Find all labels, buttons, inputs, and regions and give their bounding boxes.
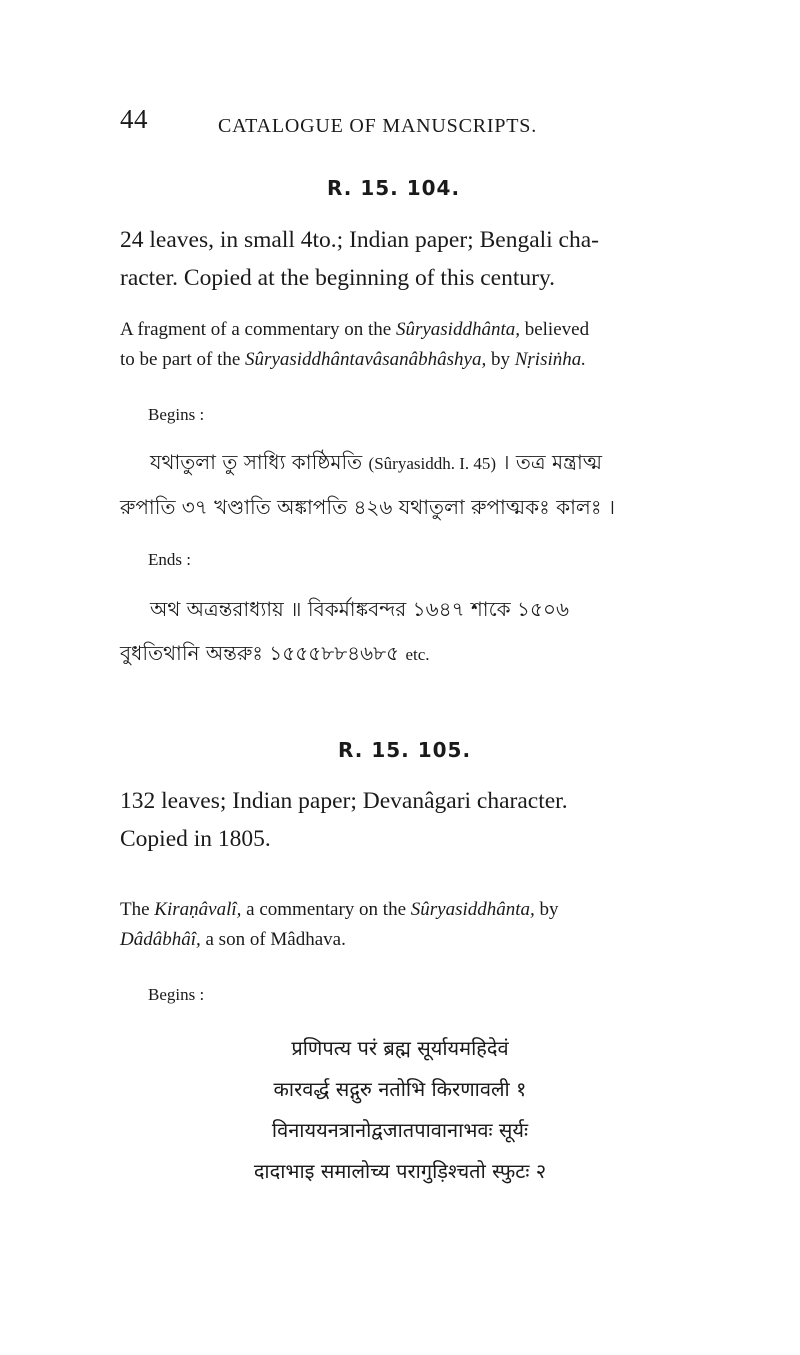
sanskrit-line <box>120 486 615 528</box>
note-text: The <box>120 899 155 920</box>
sanskrit-text: রুপাতি ৩৭ খণ্ডাতি অঙ্কাপতি ৪২৬ যথাতুলা রুপাত্মকঃ কালঃ । <box>120 495 615 519</box>
author-name: Nṛisiṅha. <box>514 349 587 370</box>
begins-label: Begins : <box>148 405 205 424</box>
note-text: by <box>534 899 559 920</box>
note-text: a son of Mâdhava. <box>200 929 346 950</box>
sanskrit-line <box>150 588 569 630</box>
sanskrit-text: । তত্র মন্ত্রাত্ম <box>496 450 603 474</box>
sanskrit-text: যথাতুলা তু সাধ্যি কাষ্ঠিমতি <box>150 450 369 474</box>
ends-label: Ends : <box>148 550 191 569</box>
reference-text: (Sûryasiddh. I. 45) <box>368 454 497 473</box>
page-number: 44 <box>120 104 148 134</box>
sanskrit-text: বুধতিথানি অন্তরুঃ ১৫৫৫৮৮৪৬৮৫ <box>120 641 406 665</box>
sanskrit-line <box>150 441 602 485</box>
entry-id: R. 15. 105. <box>338 738 472 762</box>
work-title: Sûryasiddhânta, <box>395 319 520 340</box>
etc-text: etc. <box>405 645 430 664</box>
note-text: by <box>486 349 515 370</box>
entry-note-line <box>120 925 346 955</box>
verse-line: प्रणिपत्य परं ब्रह्म सूर्यायमहिदेवं <box>291 1036 509 1060</box>
verse-line: दादाभाइ समालोच्य परागुड़िश्चतो स्फुटः २ <box>253 1159 547 1183</box>
entry-note-line <box>120 345 586 375</box>
entry-description-line: Copied in 1805. <box>120 826 271 852</box>
sanskrit-line <box>120 632 430 676</box>
note-text: A fragment of a commentary on the <box>120 319 396 340</box>
entry-note-line <box>120 895 559 925</box>
entry-note-line <box>120 315 589 345</box>
page-header <box>120 104 710 144</box>
author-name: Dâdâbhâî, <box>120 929 201 950</box>
work-title: Sûryasiddhânta, <box>410 899 535 920</box>
entry-description-line: racter. Copied at the beginning of this century. <box>120 265 556 291</box>
running-title: CATALOGUE OF MANUSCRIPTS. <box>218 115 537 137</box>
begins-label: Begins : <box>148 985 205 1004</box>
note-text: to be part of the <box>120 349 246 370</box>
note-text: believed <box>519 319 590 340</box>
verse-line: विनाययनत्रानोद्वजातपावानाभवः सूर्यः <box>271 1118 529 1142</box>
work-title: Sûryasiddhântavâsanâbhâshya, <box>245 349 487 370</box>
entry-description-line: 132 leaves; Indian paper; Devanâgari character. <box>120 788 568 814</box>
note-text: a commentary on the <box>241 899 411 920</box>
verse-line: कारवर्द्ध सद्गुरु नतोभि किरणावली १ <box>273 1077 527 1101</box>
entry-description-line: 24 leaves, in small 4to.; Indian paper; Bengali cha- <box>120 227 599 253</box>
work-title: Kiraṇâvalî, <box>154 899 242 920</box>
sanskrit-text: অথ অত্রন্তরাধ্যায় ॥ বিকর্মাঙ্কবন্দর ১৬৪৭ শাকে ১৫০৬ <box>150 597 569 621</box>
entry-id: R. 15. 104. <box>327 176 461 200</box>
